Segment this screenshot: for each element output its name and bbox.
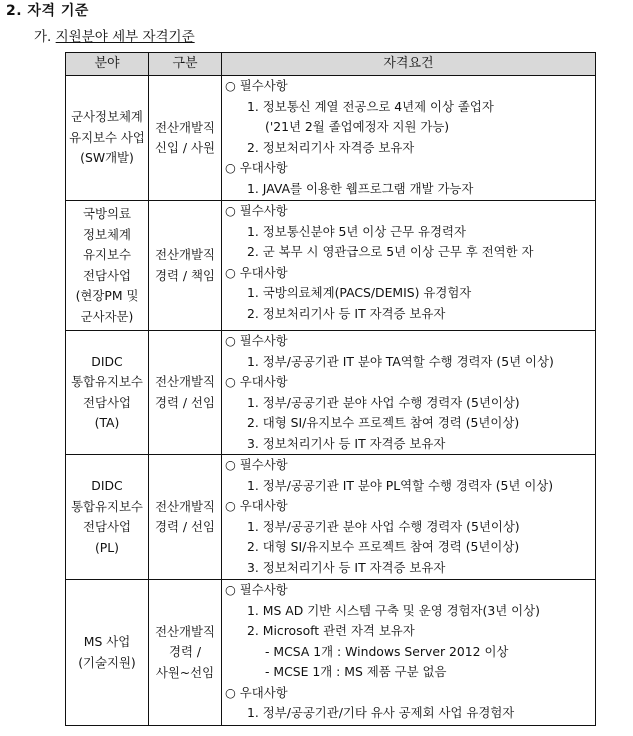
requirement-item: 2. 군 복무 시 영관급으로 5년 이상 근무 후 전역한 자: [247, 244, 534, 259]
type-line: 전산개발직: [155, 119, 215, 135]
field-cell: [66, 580, 149, 726]
header-field: 분야: [66, 53, 149, 76]
table-row: [66, 201, 596, 331]
requirement-item: 1. 정보통신 계열 전공으로 4년제 이상 졸업자: [247, 98, 494, 114]
section-title: 2. 자격 기준: [6, 3, 89, 19]
requirement-item: 1. MS AD 기반 시스템 구축 및 운영 경험자(3년 이상): [247, 602, 540, 618]
field-line: DIDC: [91, 478, 123, 493]
requirement-heading: ○ 필수사항: [225, 582, 288, 597]
requirement-item: 1. JAVA를 이용한 웹프로그램 개발 가능자: [247, 180, 474, 196]
table-row: [66, 580, 596, 726]
field-cell: [66, 455, 149, 580]
requirement-item: 1. 정부/공공기관 IT 분야 PL역할 수행 경력자 (5년 이상): [247, 477, 554, 493]
type-line: 전산개발직: [155, 374, 215, 389]
requirement-item: 1. 정부/공공기관/기타 유사 공제회 사업 유경험자: [247, 705, 515, 720]
type-line: 전산개발직: [155, 623, 215, 639]
table-row: [66, 76, 596, 201]
field-cell: [66, 331, 149, 455]
field-line: (SW개발): [80, 150, 134, 166]
subsection-prefix: 가.: [34, 29, 52, 45]
field-cell: [66, 201, 149, 331]
field-line: 유지보수: [83, 247, 131, 262]
requirement-item: 2. Microsoft 관련 자격 보유자: [247, 623, 415, 638]
type-cell: [149, 455, 222, 580]
type-line: 경력 / 선임: [155, 519, 215, 534]
requirements-cell: [222, 201, 596, 331]
requirement-heading: ○ 필수사항: [225, 203, 288, 218]
field-line: 국방의료: [83, 206, 131, 221]
requirement-item: 3. 정보처리기사 등 IT 자격증 보유자: [247, 435, 446, 451]
subsection-label: 지원분야 세부 자격기준: [55, 29, 195, 45]
requirement-heading: ○ 우대사항: [225, 160, 288, 175]
requirement-item: 1. 국방의료체계(PACS/DEMIS) 유경험자: [247, 285, 472, 300]
qualification-table: [65, 52, 596, 726]
field-cell: [66, 76, 149, 201]
field-line: 정보체계: [83, 226, 131, 242]
header-requirements: 자격요건: [222, 53, 596, 76]
requirements-cell: [222, 580, 596, 726]
type-cell: [149, 76, 222, 201]
requirement-item: 3. 정보처리기사 등 IT 자격증 보유자: [247, 559, 446, 575]
table-header-row: [66, 53, 596, 76]
type-line: 경력 / 책임: [155, 267, 215, 283]
field-line: (기술지원): [78, 654, 136, 670]
requirement-heading: ○ 우대사항: [225, 374, 288, 389]
type-cell: [149, 580, 222, 726]
subsection-title: [34, 25, 195, 45]
table-row: [66, 455, 596, 580]
requirement-item: - MCSA 1개 : Windows Server 2012 이상: [265, 643, 509, 659]
type-line: 신입 / 사원: [155, 140, 215, 155]
requirement-heading: ○ 우대사항: [225, 684, 288, 700]
field-line: 군사자문): [80, 308, 134, 324]
type-line: 사원~선임: [155, 664, 215, 680]
requirements-cell: [222, 331, 596, 455]
requirement-item: 1. 정부/공공기관 분야 사업 수행 경력자 (5년이상): [247, 394, 520, 410]
requirement-item: 2. 정보처리기사 등 IT 자격증 보유자: [247, 305, 446, 321]
type-line: 경력 / 선임: [155, 394, 215, 410]
requirement-heading: ○ 필수사항: [225, 457, 288, 472]
requirement-heading: ○ 필수사항: [225, 333, 288, 348]
header-type: 구분: [149, 53, 222, 76]
requirements-cell: [222, 455, 596, 580]
requirement-item: 1. 정부/공공기관 IT 분야 TA역할 수행 경력자 (5년 이상): [247, 353, 554, 369]
type-line: 전산개발직: [155, 247, 215, 262]
requirement-item: 2. 정보처리기사 자격증 보유자: [247, 139, 415, 155]
field-line: 전담사업: [83, 519, 131, 534]
field-line: (PL): [94, 539, 120, 555]
table-row: [66, 331, 596, 455]
field-line: 군사정보체계: [71, 109, 143, 125]
type-cell: [149, 201, 222, 331]
requirements-cell: [222, 76, 596, 201]
requirement-item: ('21년 2월 졸업예정자 지원 가능): [265, 119, 450, 134]
requirement-item: 2. 대형 SI/유지보수 프로젝트 참여 경력 (5년이상): [247, 415, 520, 430]
field-line: 전담사업: [83, 394, 131, 410]
field-line: (현장PM 및: [75, 288, 139, 303]
requirement-item: 1. 정부/공공기관 분야 사업 수행 경력자 (5년이상): [247, 518, 520, 534]
field-line: (TA): [94, 415, 120, 430]
type-cell: [149, 331, 222, 455]
field-line: 유지보수 사업: [69, 129, 145, 145]
field-line: 통합유지보수: [71, 374, 143, 389]
field-line: 통합유지보수: [71, 498, 143, 514]
requirement-heading: ○ 우대사항: [225, 498, 288, 513]
field-line: DIDC: [91, 353, 123, 369]
field-line: MS 사업: [83, 634, 131, 649]
requirement-heading: ○ 우대사항: [225, 264, 288, 280]
field-line: 전담사업: [83, 267, 131, 283]
type-line: 경력 /: [168, 644, 202, 660]
type-line: 전산개발직: [155, 498, 215, 514]
requirement-item: 2. 대형 SI/유지보수 프로젝트 참여 경력 (5년이상): [247, 539, 520, 554]
requirement-heading: ○ 필수사항: [225, 78, 288, 93]
requirement-item: - MCSE 1개 : MS 제품 구분 없음: [265, 664, 447, 679]
requirement-item: 1. 정보통신분야 5년 이상 근무 유경력자: [247, 223, 466, 239]
